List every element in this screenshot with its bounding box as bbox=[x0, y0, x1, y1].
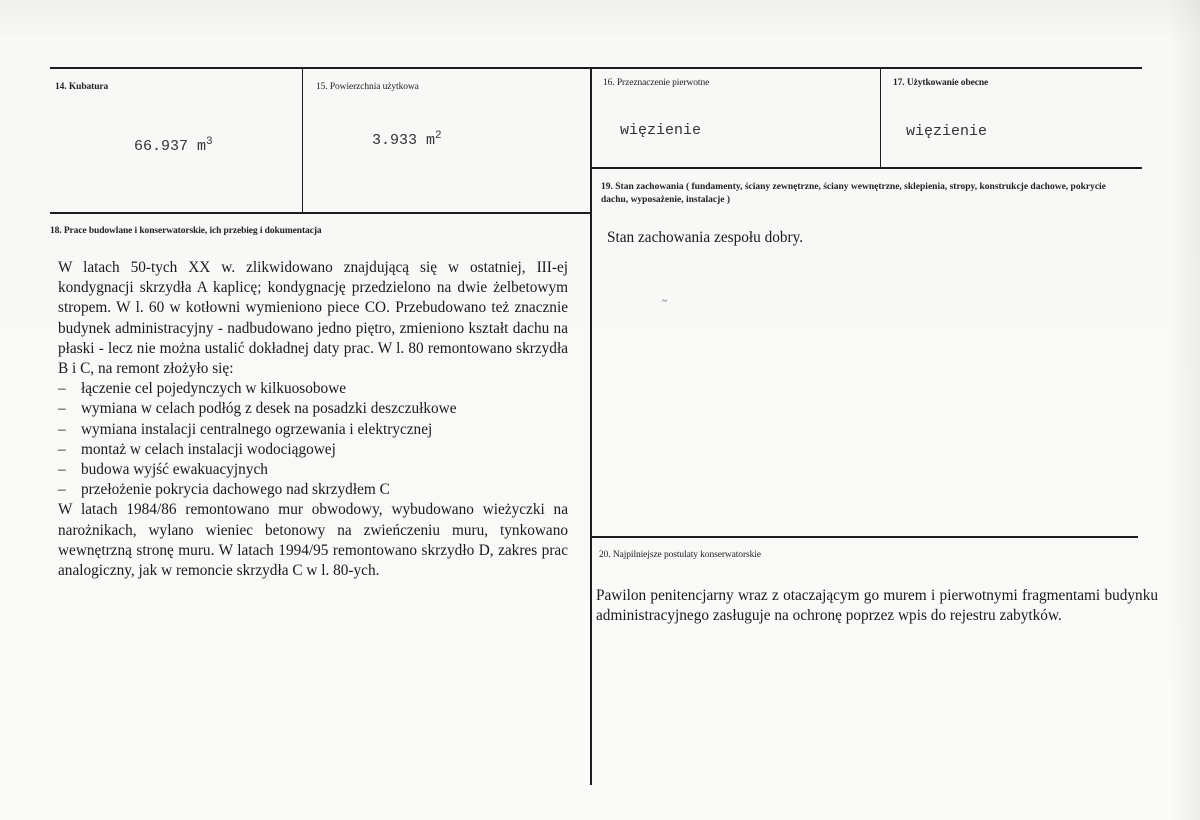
field-17-value: więzienie bbox=[906, 123, 988, 140]
list-item: – budowa wyjść ewakuacyjnych bbox=[58, 460, 568, 480]
field-16-label: 16. Przeznaczenie pierwotne bbox=[603, 78, 710, 88]
field-15-exponent: 2 bbox=[435, 130, 442, 142]
field-14-exponent: 3 bbox=[206, 136, 213, 148]
field-14-value bbox=[134, 136, 213, 155]
field-18-label: 18. Prace budowlane i konserwatorskie, ich przebieg i dokumentacja bbox=[50, 226, 322, 236]
rule-top bbox=[50, 67, 1142, 69]
field-19-value: Stan zachowania zespołu dobry. bbox=[607, 229, 804, 246]
list-item: – wymiana instalacji centralnego ogrzewania i elektrycznej bbox=[58, 420, 568, 440]
field-19-label: 19. Stan zachowania ( fundamenty, ściany zewnętrzne, ściany wewnętrzne, sklepienia, stropy, konstrukcje dachowe, pokrycie dachu, wyposażenie, instalacje ) bbox=[601, 182, 1106, 205]
list-item: – wymiana w celach podłóg z desek na posadzki deszczułkowe bbox=[58, 399, 568, 419]
field-15-number: 3.933 m bbox=[372, 132, 436, 149]
field-18-intro: W latach 50-tych XX w. zlikwidowano znajdującą się w ostatniej, III-ej kondygnacji skrzydła A kaplicę; kondygnację przedzielono na dwie żelbetowym stropem. W l. 60 w kotłowni wymieniono piece CO. Przebudowano też znacznie budynek administracyjny - nadbudowano jedno piętro, zmieniono kształt dachu na płaski - lecz nie można ustalić dokładnej daty prac. W l. 80 remontowano skrzydła B i C, na remont złożyło się: bbox=[58, 259, 568, 378]
rule-row1-bottom-left bbox=[50, 212, 591, 214]
rule-col1 bbox=[302, 67, 303, 213]
rule-col3 bbox=[880, 67, 881, 168]
paper-edge-shadow bbox=[1170, 0, 1200, 820]
field-18-content bbox=[58, 258, 568, 581]
rule-col2 bbox=[590, 67, 592, 785]
field-20-value: Pawilon penitencjarny wraz z otaczającym go murem i pierwotnymi fragmentami budynku administracyjnego zasługuje na ochronę poprzez wpis do rejestru zabytków. bbox=[596, 587, 1158, 625]
stray-mark: ~ bbox=[662, 296, 668, 307]
rule-field20-top bbox=[590, 536, 1138, 538]
field-15-label: 15. Powierzchnia użytkowa bbox=[316, 82, 419, 92]
list-item: – przełożenie pokrycia dachowego nad skrzydłem C bbox=[58, 480, 568, 500]
list-item: – montaż w celach instalacji wodociągowej bbox=[58, 440, 568, 460]
field-17-label: 17. Użytkowanie obecne bbox=[893, 78, 989, 88]
field-14-number: 66.937 m bbox=[134, 138, 207, 155]
field-20-label: 20. Najpilniejsze postulaty konserwatorskie bbox=[599, 550, 761, 560]
field-16-value: więzienie bbox=[620, 122, 702, 139]
field-18-list bbox=[58, 379, 568, 500]
field-18-outro: W latach 1984/86 remontowano mur obwodowy, wybudowano wieżyczki na narożnikach, wylano wieniec betonowy na zwieńczeniu muru, tynkowano wewnętrzną stronę muru. W latach 1994/95 remontowano skrzydło D, zakres prac analogiczny, jak w remoncie skrzydła C w l. 80-ych. bbox=[58, 501, 568, 580]
field-14-label: 14. Kubatura bbox=[55, 82, 109, 92]
rule-row1-bottom-right bbox=[590, 167, 1142, 169]
list-item: – łączenie cel pojedynczych w kilkuosobowe bbox=[58, 379, 568, 399]
field-15-value bbox=[372, 130, 442, 149]
